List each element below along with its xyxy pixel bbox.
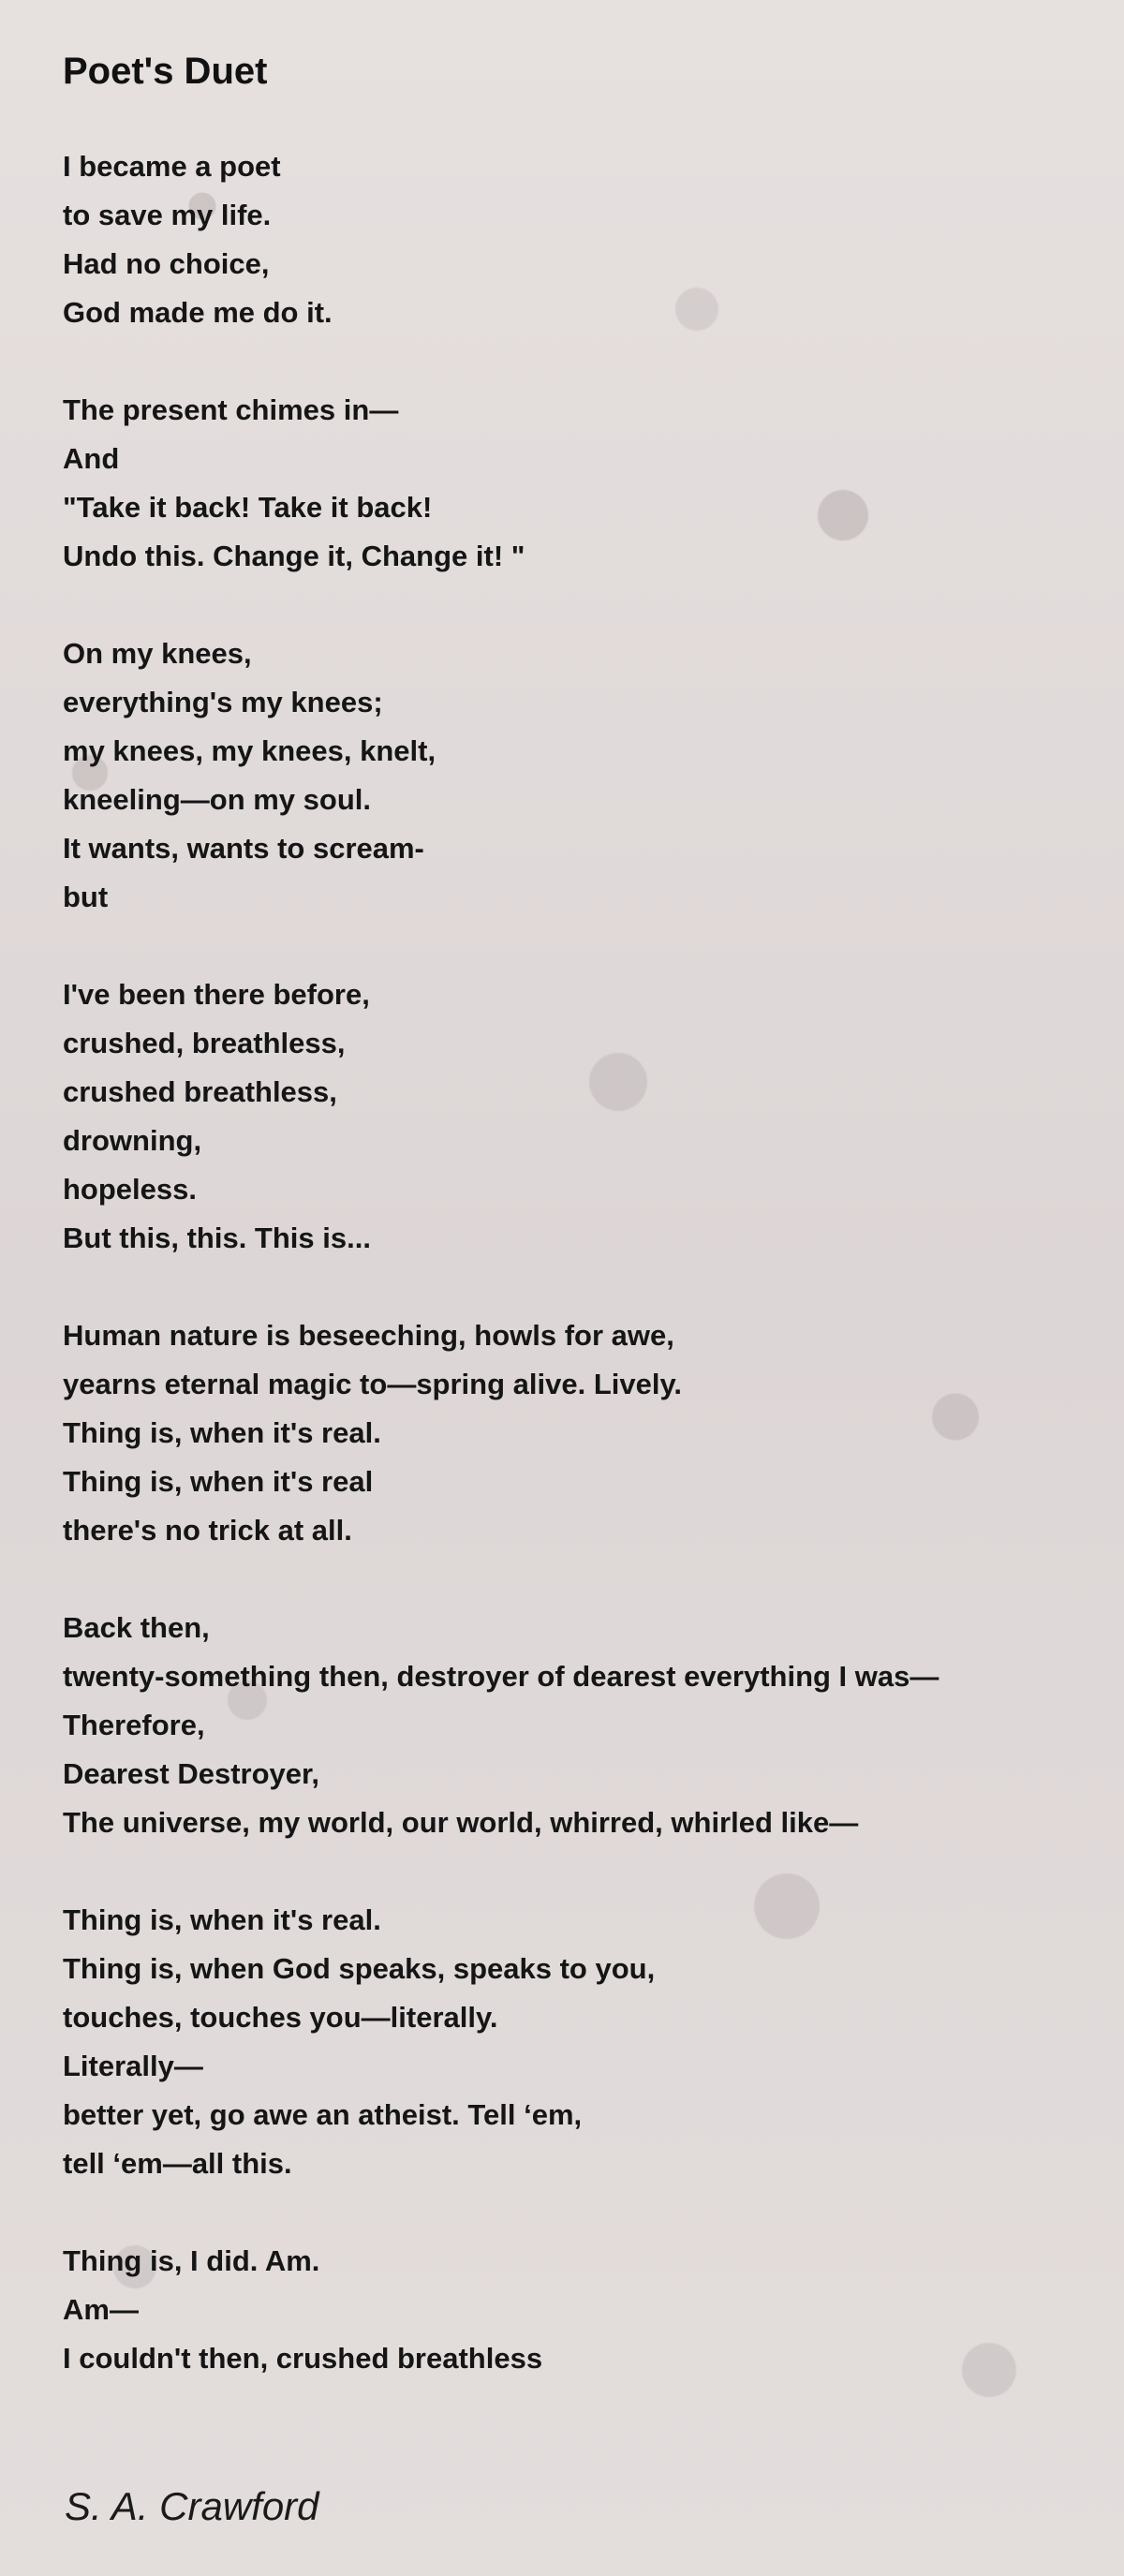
poem-line: kneeling—on my soul.: [63, 783, 371, 816]
poem-line: On my knees,: [63, 637, 252, 670]
poem-line: tell ‘em—all this.: [63, 2147, 292, 2180]
poem-line: Dearest Destroyer,: [63, 1757, 319, 1790]
stanza: [63, 142, 1093, 337]
poem-line: Thing is, when it's real: [63, 1465, 374, 1498]
stanza: [63, 970, 1093, 1263]
poem-title: Poet's Duet: [63, 51, 268, 92]
poem-line: crushed breathless,: [63, 1075, 337, 1108]
poem-line: And: [63, 442, 120, 475]
stanza: [63, 1311, 1093, 1555]
poem-line: I became a poet: [63, 150, 281, 183]
poem-line: drowning,: [63, 1124, 202, 1157]
poem-body: [63, 142, 1093, 2432]
poem-line: The universe, my world, our world, whirred, whirled like—: [63, 1806, 859, 1839]
poem-line: Therefore,: [63, 1709, 205, 1741]
poem-line: Undo this. Change it, Change it! ": [63, 540, 525, 572]
stanza: [63, 1604, 1093, 1847]
poem-line: but: [63, 881, 109, 913]
poem-line: Had no choice,: [63, 247, 270, 280]
poem-line: God made me do it.: [63, 296, 333, 329]
poem-line: my knees, my knees, knelt,: [63, 734, 436, 767]
poem-line: everything's my knees;: [63, 686, 383, 718]
poem-line: It wants, wants to scream-: [63, 832, 424, 865]
poem-line: Thing is, when God speaks, speaks to you,: [63, 1952, 656, 1985]
poem-line: better yet, go awe an atheist. Tell ‘em,: [63, 2098, 583, 2131]
poem-author: S. A. Crawford: [65, 2484, 319, 2528]
poem-line: Back then,: [63, 1611, 210, 1644]
poem-line: But this, this. This is...: [63, 1221, 371, 1254]
stanza: [63, 629, 1093, 922]
poem-line: Thing is, when it's real.: [63, 1903, 381, 1936]
stanza: [63, 2237, 1093, 2383]
poem-line: Human nature is beseeching, howls for awe,: [63, 1319, 674, 1352]
poem-line: Thing is, I did. Am.: [63, 2244, 320, 2277]
poem-line: yearns eternal magic to—spring alive. Lively.: [63, 1368, 683, 1400]
poem-line: twenty-something then, destroyer of dearest everything I was—: [63, 1660, 939, 1693]
poem-line: Literally—: [63, 2050, 203, 2082]
poem-line: touches, touches you—literally.: [63, 2001, 498, 2034]
poem-line: The present chimes in—: [63, 393, 399, 426]
poem-line: crushed, breathless,: [63, 1027, 346, 1059]
poem-line: Am—: [63, 2293, 139, 2326]
poem-line: I couldn't then, crushed breathless: [63, 2342, 543, 2375]
poem-line: hopeless.: [63, 1173, 197, 1206]
poem-line: to save my life.: [63, 199, 272, 231]
stanza: [63, 1896, 1093, 2188]
poem-line: there's no trick at all.: [63, 1514, 352, 1547]
stanza: [63, 386, 1093, 581]
poem-line: I've been there before,: [63, 978, 370, 1011]
poem-line: Thing is, when it's real.: [63, 1416, 381, 1449]
poem-line: "Take it back! Take it back!: [63, 491, 433, 524]
